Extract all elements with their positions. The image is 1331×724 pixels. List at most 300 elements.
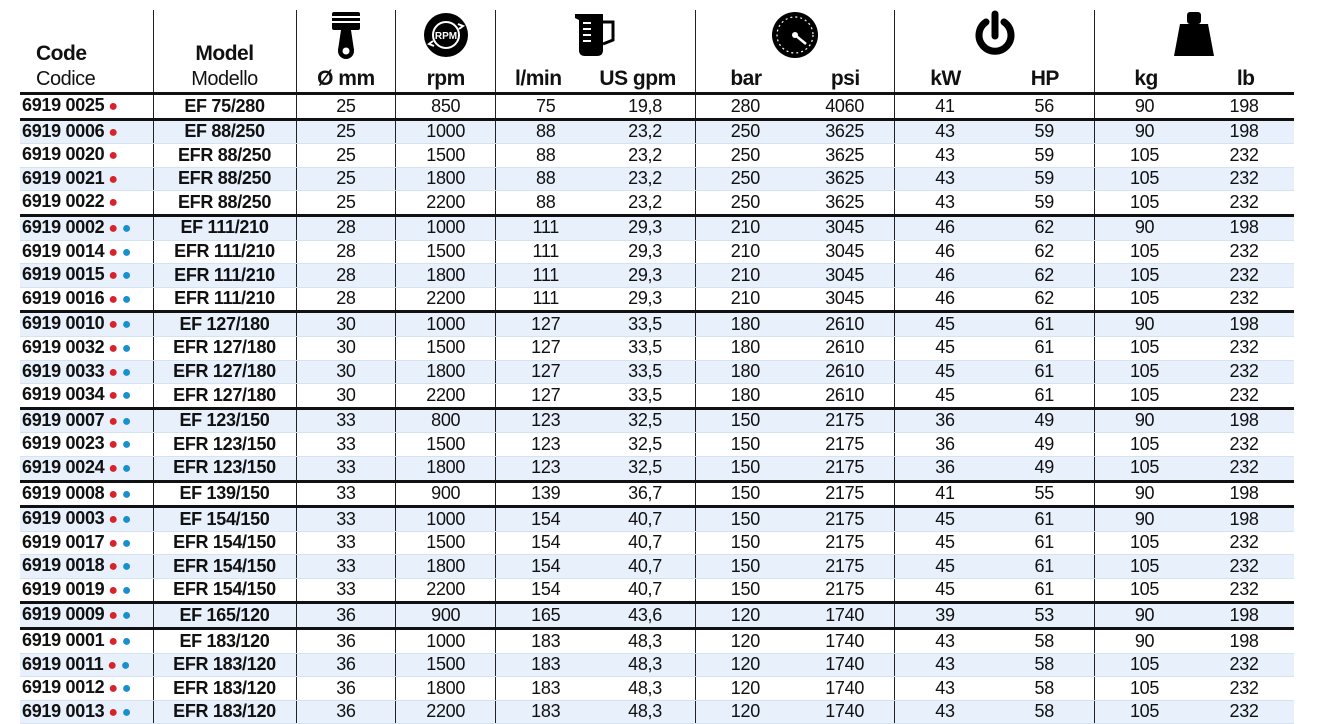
- cell-lmin: 111: [496, 240, 596, 264]
- cell-hp: 53: [995, 603, 1095, 629]
- red-dot-icon: ●: [108, 511, 118, 529]
- unit-rpm: rpm: [426, 67, 465, 90]
- red-dot-icon: ●: [108, 412, 118, 430]
- table-row: [20, 507, 1294, 532]
- cell-lmin: 111: [496, 215, 596, 240]
- cell-bar: 120: [695, 653, 795, 677]
- red-dot-icon: ●: [108, 633, 118, 651]
- cell-rpm: 1500: [396, 336, 496, 360]
- cell-kw: 45: [895, 384, 995, 409]
- blue-dot-icon: ●: [121, 581, 132, 599]
- cell-lb: 232: [1194, 456, 1294, 481]
- cell-d: 33: [296, 433, 396, 457]
- red-dot-icon: ●: [108, 485, 118, 503]
- cell-kw: 43: [895, 629, 995, 654]
- cell-code: [20, 481, 153, 507]
- cell-hp: 61: [995, 555, 1095, 579]
- code-value: 6919 0009: [22, 604, 105, 625]
- cell-kw: 43: [895, 191, 995, 216]
- table-row: [20, 481, 1294, 507]
- cell-lb: 232: [1194, 336, 1294, 360]
- cell-model: EF 165/120: [153, 603, 296, 629]
- cell-d: 33: [296, 531, 396, 555]
- cell-psi: 3045: [795, 264, 895, 288]
- red-dot-icon: ●: [108, 290, 118, 308]
- cell-lb: 232: [1194, 531, 1294, 555]
- cell-lb: 198: [1194, 312, 1294, 337]
- cell-lmin: 127: [496, 384, 596, 409]
- code-value: 6919 0024: [22, 456, 105, 477]
- cell-code: [20, 384, 153, 409]
- cell-hp: 58: [995, 677, 1095, 701]
- cell-psi: 2175: [795, 531, 895, 555]
- cell-model: EFR 111/210: [153, 240, 296, 264]
- cell-rpm: 800: [396, 408, 496, 433]
- blue-dot-icon: ●: [121, 459, 132, 477]
- unit-kg: kg: [1134, 67, 1158, 90]
- cell-bar: 150: [695, 456, 795, 481]
- cell-psi: 3625: [795, 167, 895, 191]
- cell-lb: 232: [1194, 677, 1294, 701]
- header-weight: [1094, 10, 1294, 94]
- cell-d: 36: [296, 700, 396, 724]
- cell-psi: 2175: [795, 555, 895, 579]
- header-rpm: [396, 10, 496, 94]
- cell-bar: 210: [695, 240, 795, 264]
- table-row: [20, 531, 1294, 555]
- cell-gpm: 19,8: [595, 94, 695, 120]
- cell-psi: 2175: [795, 408, 895, 433]
- cell-hp: 62: [995, 287, 1095, 312]
- cell-lb: 232: [1194, 555, 1294, 579]
- cell-kg: 105: [1094, 555, 1194, 579]
- blue-dot-icon: ●: [121, 387, 132, 405]
- cell-kw: 45: [895, 360, 995, 384]
- piston-icon: [329, 10, 363, 60]
- cell-kw: 46: [895, 240, 995, 264]
- cell-model: EFR 127/180: [153, 384, 296, 409]
- cell-kg: 105: [1094, 456, 1194, 481]
- cell-gpm: 36,7: [595, 481, 695, 507]
- cell-hp: 49: [995, 408, 1095, 433]
- cell-psi: 1740: [795, 653, 895, 677]
- table-row: [20, 144, 1294, 168]
- cell-rpm: 1000: [396, 312, 496, 337]
- cell-model: EFR 183/120: [153, 677, 296, 701]
- cell-kg: 90: [1094, 603, 1194, 629]
- code-value: 6919 0033: [22, 360, 105, 381]
- cell-gpm: 40,7: [595, 555, 695, 579]
- code-title: Code: [36, 42, 87, 65]
- red-dot-icon: ●: [108, 581, 118, 599]
- cell-rpm: 1800: [396, 264, 496, 288]
- cell-gpm: 32,5: [595, 408, 695, 433]
- cell-kg: 105: [1094, 384, 1194, 409]
- cell-kg: 90: [1094, 215, 1194, 240]
- table-row: [20, 408, 1294, 433]
- cell-psi: 3625: [795, 191, 895, 216]
- weight-icon: [1172, 10, 1216, 60]
- cell-kw: 45: [895, 507, 995, 532]
- cell-rpm: 900: [396, 603, 496, 629]
- cell-rpm: 2200: [396, 287, 496, 312]
- cell-rpm: 1800: [396, 167, 496, 191]
- red-dot-icon: ●: [108, 316, 118, 334]
- cell-lb: 232: [1194, 360, 1294, 384]
- cell-gpm: 29,3: [595, 215, 695, 240]
- blue-dot-icon: ●: [121, 703, 132, 721]
- cell-kg: 105: [1094, 531, 1194, 555]
- blue-dot-icon: ●: [121, 680, 132, 698]
- cell-hp: 61: [995, 578, 1095, 603]
- cell-rpm: 1000: [396, 629, 496, 654]
- blue-dot-icon: ●: [121, 558, 132, 576]
- blue-dot-icon: ●: [121, 436, 132, 454]
- cell-code: [20, 456, 153, 481]
- table-row: [20, 677, 1294, 701]
- cell-d: 28: [296, 215, 396, 240]
- code-value: 6919 0001: [22, 630, 105, 651]
- cell-model: EF 127/180: [153, 312, 296, 337]
- cell-psi: 3625: [795, 144, 895, 168]
- blue-dot-icon: ●: [121, 363, 132, 381]
- cell-lmin: 111: [496, 287, 596, 312]
- cell-lmin: 123: [496, 456, 596, 481]
- cell-bar: 120: [695, 700, 795, 724]
- cell-kg: 105: [1094, 144, 1194, 168]
- cell-d: 33: [296, 507, 396, 532]
- cell-rpm: 1800: [396, 677, 496, 701]
- cell-gpm: 23,2: [595, 119, 695, 144]
- cell-d: 30: [296, 360, 396, 384]
- cell-bar: 120: [695, 677, 795, 701]
- unit-lmin: l/min: [515, 67, 562, 90]
- cell-model: EFR 183/120: [153, 653, 296, 677]
- cell-code: [20, 578, 153, 603]
- cell-bar: 150: [695, 555, 795, 579]
- cell-kg: 90: [1094, 119, 1194, 144]
- cell-model: EF 139/150: [153, 481, 296, 507]
- code-value: 6919 0023: [22, 433, 105, 454]
- cell-lmin: 127: [496, 336, 596, 360]
- cell-hp: 55: [995, 481, 1095, 507]
- cell-rpm: 1800: [396, 555, 496, 579]
- cell-code: [20, 408, 153, 433]
- cell-lb: 232: [1194, 264, 1294, 288]
- cell-kw: 46: [895, 287, 995, 312]
- cell-model: EFR 127/180: [153, 360, 296, 384]
- cell-code: [20, 603, 153, 629]
- cell-kg: 105: [1094, 653, 1194, 677]
- cell-kw: 45: [895, 578, 995, 603]
- cell-kw: 41: [895, 94, 995, 120]
- cell-bar: 210: [695, 215, 795, 240]
- cell-lmin: 88: [496, 167, 596, 191]
- pressure-gauge-icon: [770, 10, 820, 60]
- cell-code: [20, 700, 153, 724]
- cell-lmin: 123: [496, 408, 596, 433]
- cell-bar: 120: [695, 603, 795, 629]
- red-dot-icon: ●: [108, 243, 118, 261]
- code-value: 6919 0017: [22, 531, 105, 552]
- table-row: [20, 215, 1294, 240]
- cell-gpm: 33,5: [595, 336, 695, 360]
- cell-kw: 46: [895, 215, 995, 240]
- cell-lb: 198: [1194, 94, 1294, 120]
- cell-code: [20, 144, 153, 168]
- cell-gpm: 29,3: [595, 240, 695, 264]
- cell-rpm: 1800: [396, 456, 496, 481]
- cell-rpm: 2200: [396, 700, 496, 724]
- blue-dot-icon: ●: [121, 633, 132, 651]
- code-value: 6919 0018: [22, 555, 105, 576]
- code-value: 6919 0032: [22, 336, 105, 357]
- cell-hp: 59: [995, 119, 1095, 144]
- cell-kw: 36: [895, 408, 995, 433]
- cell-code: [20, 433, 153, 457]
- model-title: Model: [195, 42, 254, 65]
- cell-model: EFR 123/150: [153, 433, 296, 457]
- cell-hp: 61: [995, 312, 1095, 337]
- unit-kw: kW: [930, 67, 961, 90]
- cell-kg: 90: [1094, 629, 1194, 654]
- blue-dot-icon: ●: [121, 485, 132, 503]
- cell-rpm: 1500: [396, 653, 496, 677]
- cell-d: 36: [296, 603, 396, 629]
- cell-rpm: 1500: [396, 144, 496, 168]
- table-row: [20, 629, 1294, 654]
- cell-kg: 105: [1094, 336, 1194, 360]
- cell-hp: 62: [995, 215, 1095, 240]
- table-body: [20, 94, 1294, 724]
- cell-kg: 90: [1094, 481, 1194, 507]
- cell-code: [20, 312, 153, 337]
- cell-gpm: 33,5: [595, 384, 695, 409]
- red-dot-icon: ●: [108, 680, 118, 698]
- cell-bar: 180: [695, 312, 795, 337]
- unit-diameter: Ø mm: [317, 67, 375, 90]
- flow-jug-icon: [573, 10, 617, 60]
- table-row: [20, 360, 1294, 384]
- header-code: [20, 10, 153, 94]
- red-dot-icon: ●: [108, 170, 118, 188]
- unit-lb: lb: [1236, 67, 1255, 90]
- blue-dot-icon: ●: [121, 534, 132, 552]
- cell-kg: 90: [1094, 408, 1194, 433]
- cell-kg: 105: [1094, 433, 1194, 457]
- cell-lmin: 183: [496, 653, 596, 677]
- table-row: [20, 240, 1294, 264]
- cell-kg: 90: [1094, 312, 1194, 337]
- table-row: [20, 384, 1294, 409]
- cell-kw: 43: [895, 677, 995, 701]
- cell-rpm: 1500: [396, 433, 496, 457]
- cell-model: EF 75/280: [153, 94, 296, 120]
- cell-lb: 198: [1194, 215, 1294, 240]
- cell-lb: 232: [1194, 700, 1294, 724]
- cell-gpm: 48,3: [595, 629, 695, 654]
- cell-code: [20, 629, 153, 654]
- code-value: 6919 0011: [22, 653, 104, 674]
- cell-model: EF 111/210: [153, 215, 296, 240]
- code-value: 6919 0002: [22, 216, 105, 237]
- cell-kw: 43: [895, 653, 995, 677]
- cell-bar: 180: [695, 384, 795, 409]
- code-value: 6919 0006: [22, 120, 105, 141]
- red-dot-icon: ●: [108, 534, 118, 552]
- cell-psi: 1740: [795, 629, 895, 654]
- table-row: [20, 336, 1294, 360]
- red-dot-icon: ●: [108, 267, 118, 285]
- cell-code: [20, 287, 153, 312]
- cell-lmin: 127: [496, 312, 596, 337]
- cell-d: 36: [296, 653, 396, 677]
- cell-hp: 56: [995, 94, 1095, 120]
- cell-code: [20, 167, 153, 191]
- red-dot-icon: ●: [108, 123, 118, 141]
- cell-gpm: 29,3: [595, 287, 695, 312]
- code-value: 6919 0021: [22, 167, 105, 188]
- cell-psi: 4060: [795, 94, 895, 120]
- red-dot-icon: ●: [108, 194, 118, 212]
- code-value: 6919 0013: [22, 700, 105, 721]
- cell-model: EFR 88/250: [153, 144, 296, 168]
- cell-hp: 49: [995, 433, 1095, 457]
- cell-code: [20, 336, 153, 360]
- cell-model: EFR 88/250: [153, 167, 296, 191]
- code-value: 6919 0015: [22, 264, 105, 285]
- header-model: [153, 10, 296, 94]
- cell-psi: 2175: [795, 433, 895, 457]
- blue-dot-icon: ●: [121, 290, 132, 308]
- cell-lb: 198: [1194, 119, 1294, 144]
- cell-code: [20, 677, 153, 701]
- cell-code: [20, 94, 153, 120]
- pump-spec-table-wrapper: [20, 10, 1294, 724]
- cell-hp: 58: [995, 629, 1095, 654]
- model-subtitle: Modello: [191, 68, 258, 90]
- cell-model: EFR 88/250: [153, 191, 296, 216]
- cell-lb: 232: [1194, 287, 1294, 312]
- cell-bar: 150: [695, 578, 795, 603]
- cell-hp: 58: [995, 653, 1095, 677]
- cell-bar: 150: [695, 481, 795, 507]
- code-value: 6919 0007: [22, 409, 105, 430]
- cell-code: [20, 215, 153, 240]
- cell-gpm: 29,3: [595, 264, 695, 288]
- cell-kw: 39: [895, 603, 995, 629]
- red-dot-icon: ●: [108, 363, 118, 381]
- cell-psi: 2175: [795, 456, 895, 481]
- table-row: [20, 167, 1294, 191]
- cell-gpm: 40,7: [595, 531, 695, 555]
- rpm-icon-text: RPM: [434, 31, 457, 42]
- cell-gpm: 32,5: [595, 456, 695, 481]
- cell-psi: 1740: [795, 677, 895, 701]
- cell-lmin: 154: [496, 507, 596, 532]
- code-value: 6919 0025: [22, 95, 105, 115]
- rpm-icon: [421, 10, 471, 60]
- cell-bar: 250: [695, 191, 795, 216]
- cell-psi: 1740: [795, 700, 895, 724]
- cell-kw: 45: [895, 336, 995, 360]
- cell-kw: 41: [895, 481, 995, 507]
- cell-code: [20, 653, 153, 677]
- cell-hp: 62: [995, 240, 1095, 264]
- cell-bar: 120: [695, 629, 795, 654]
- cell-lb: 232: [1194, 578, 1294, 603]
- cell-gpm: 40,7: [595, 507, 695, 532]
- cell-lmin: 183: [496, 629, 596, 654]
- cell-gpm: 23,2: [595, 144, 695, 168]
- cell-hp: 62: [995, 264, 1095, 288]
- table-row: [20, 191, 1294, 216]
- cell-d: 33: [296, 456, 396, 481]
- cell-hp: 59: [995, 191, 1095, 216]
- cell-d: 33: [296, 408, 396, 433]
- code-value: 6919 0014: [22, 240, 105, 261]
- cell-kg: 105: [1094, 360, 1194, 384]
- cell-psi: 1740: [795, 603, 895, 629]
- header-flow: [496, 10, 696, 94]
- cell-gpm: 33,5: [595, 312, 695, 337]
- header-power: [895, 10, 1095, 94]
- cell-bar: 150: [695, 433, 795, 457]
- cell-model: EFR 154/150: [153, 531, 296, 555]
- cell-bar: 150: [695, 408, 795, 433]
- cell-hp: 59: [995, 144, 1095, 168]
- cell-lmin: 111: [496, 264, 596, 288]
- table-row: [20, 653, 1294, 677]
- cell-kw: 43: [895, 119, 995, 144]
- blue-dot-icon: ●: [121, 243, 132, 261]
- cell-d: 28: [296, 264, 396, 288]
- cell-rpm: 2200: [396, 384, 496, 409]
- code-value: 6919 0034: [22, 384, 105, 405]
- cell-hp: 61: [995, 336, 1095, 360]
- red-dot-icon: ●: [108, 219, 118, 237]
- cell-code: [20, 264, 153, 288]
- code-value: 6919 0012: [22, 677, 105, 698]
- code-value: 6919 0016: [22, 287, 105, 308]
- cell-bar: 150: [695, 531, 795, 555]
- cell-d: 33: [296, 555, 396, 579]
- cell-d: 30: [296, 384, 396, 409]
- cell-bar: 150: [695, 507, 795, 532]
- cell-lmin: 165: [496, 603, 596, 629]
- code-subtitle: Codice: [36, 68, 96, 90]
- cell-model: EFR 123/150: [153, 456, 296, 481]
- cell-bar: 250: [695, 167, 795, 191]
- table-row: [20, 94, 1294, 120]
- table-row: [20, 578, 1294, 603]
- cell-rpm: 1500: [396, 531, 496, 555]
- cell-d: 30: [296, 312, 396, 337]
- cell-code: [20, 531, 153, 555]
- unit-hp: HP: [1030, 67, 1059, 90]
- cell-code: [20, 555, 153, 579]
- cell-lb: 198: [1194, 629, 1294, 654]
- code-value: 6919 0003: [22, 508, 105, 529]
- pump-spec-table: [20, 10, 1294, 724]
- cell-lmin: 183: [496, 677, 596, 701]
- cell-kg: 105: [1094, 167, 1194, 191]
- cell-d: 28: [296, 287, 396, 312]
- table-row: [20, 264, 1294, 288]
- cell-hp: 59: [995, 167, 1095, 191]
- cell-lb: 232: [1194, 191, 1294, 216]
- table-row: [20, 287, 1294, 312]
